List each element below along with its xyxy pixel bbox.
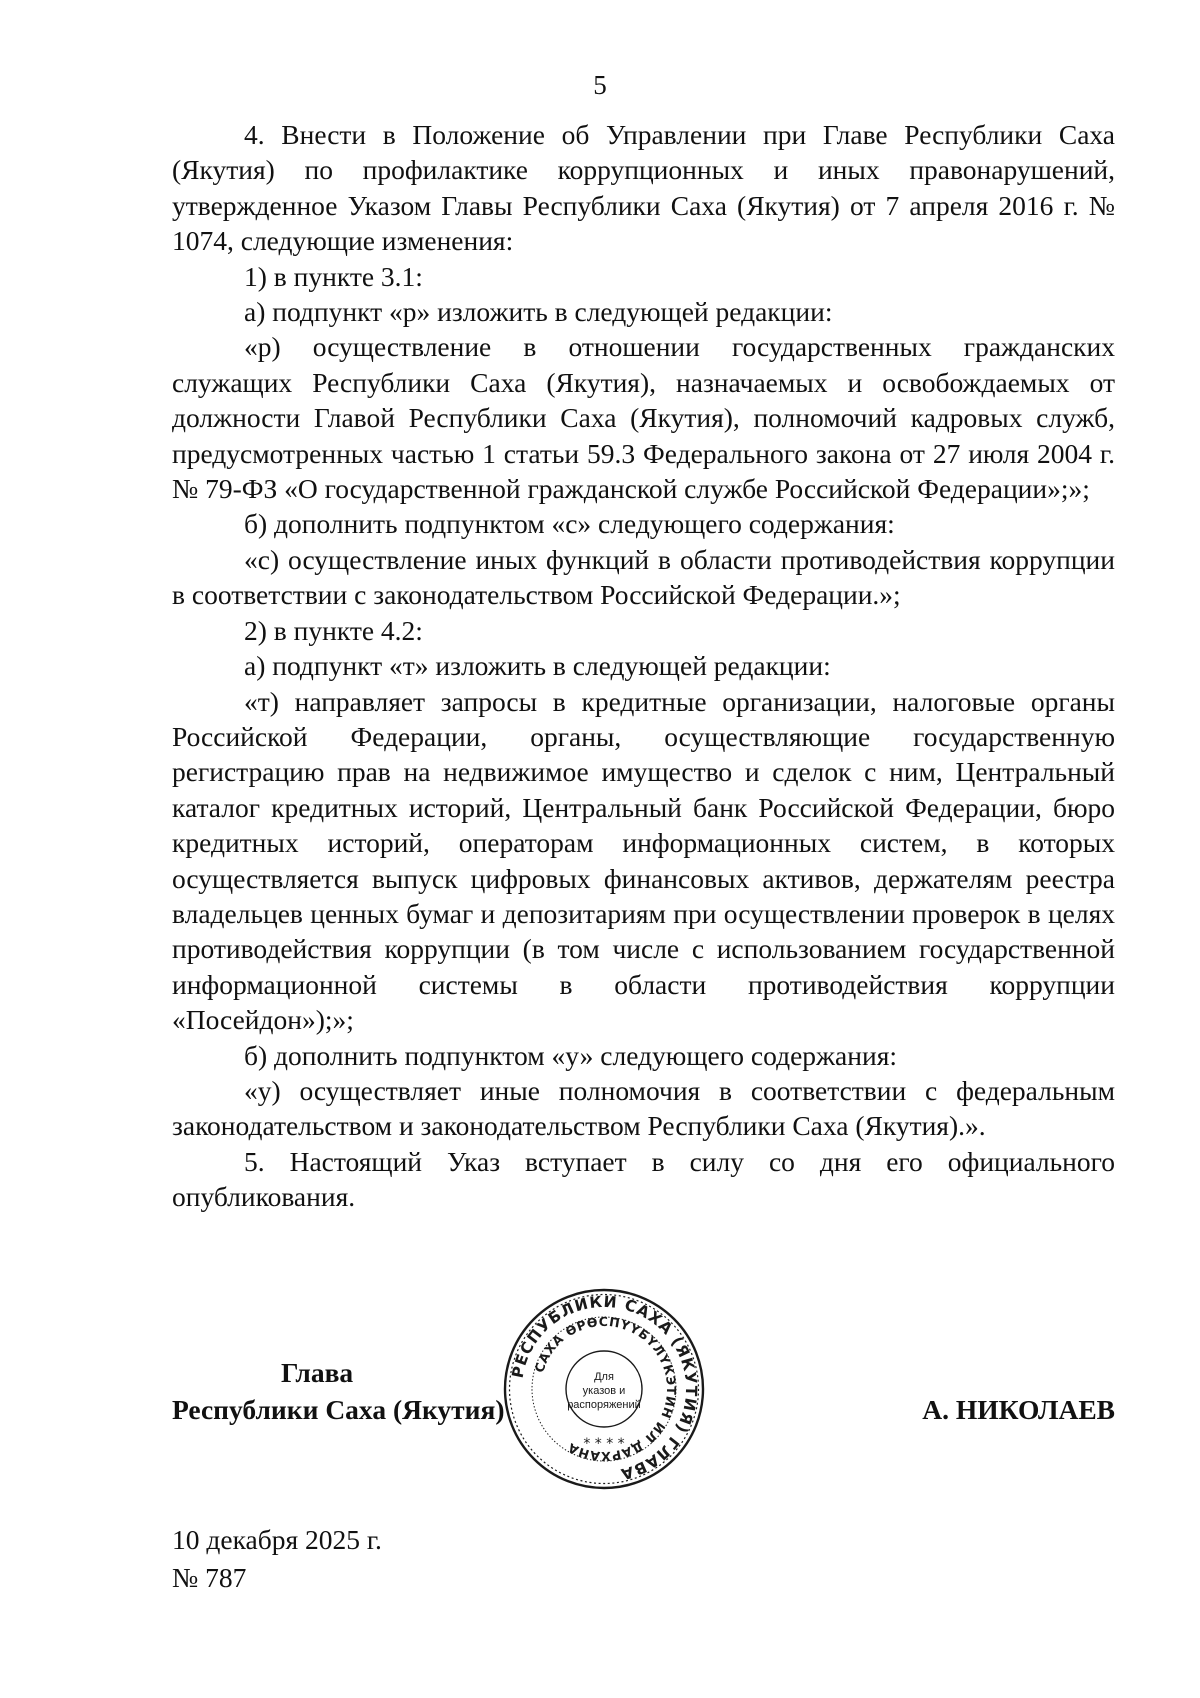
seal-inner-text: САХА ӨРӨСПҮҮБҮЛҮКЭТИН ИЛ ДАРХАНА: [531, 1313, 680, 1465]
page-number: 5: [593, 70, 607, 100]
paragraph-quote-s: «с) осуществление иных функций в области противодействия коррупции в соответствии с законодательством Российской Федерации.»;: [172, 543, 1115, 611]
paragraph-subitem-a2: а) подпункт «т» изложить в следующей редакции:: [244, 650, 831, 682]
seal-center-line-3: распоряжений: [567, 1399, 641, 1411]
paragraph-subitem-1: 1) в пункте 3.1:: [244, 260, 423, 292]
decree-body: [172, 117, 1115, 1215]
paragraph-quote-t: «т) направляет запросы в кредитные организации, налоговые органы Российской Федерации, органы, осуществляющие государственную регистрацию прав на недвижимое имущество и сделок с ним, Центральный каталог кредитных историй, Центральный банк Российской Федерации, бюро кредитных историй, операторам информационных систем, в которых осуществляется выпуск цифровых финансовых активов, держателям реестра владельцев ценных бумаг и депозитариям при осуществлении проверок в целях противодействия коррупции (в том числе с использованием государственной информационной системы в области противодействия коррупции «Посейдон»);»;: [172, 685, 1115, 1036]
paragraph-item-5: 5. Настоящий Указ вступает в силу со дня его официального опубликования.: [172, 1145, 1115, 1213]
paragraph-quote-r: «р) осуществление в отношении государственных гражданских служащих Республики Саха (Якутия), назначаемых и освобождаемых от должности Главой Республики Саха (Якутия), полномочий кадровых служб, предусмотренных частью 1 статьи 59.3 Федерального закона от 27 июля 2004 г. № 79-ФЗ «О государственной гражданской службе Российской Федерации»;»;: [172, 331, 1115, 505]
decree-date: 10 декабря 2025 г.: [172, 1524, 382, 1555]
paragraph-subitem-b2: б) дополнить подпунктом «у» следующего содержания:: [244, 1039, 897, 1071]
seal-outer-text: РЕСПУБЛИКИ САХА (ЯКУТИЯ) ГЛАВА: [508, 1292, 701, 1484]
decree-number: № 787: [172, 1562, 247, 1593]
paragraph-subitem-b: б) дополнить подпунктом «с» следующего содержания:: [244, 508, 895, 540]
signatory-name: А. НИКОЛАЕВ: [922, 1394, 1115, 1425]
official-seal: [503, 1288, 705, 1490]
seal-center-line-1: Для: [594, 1371, 614, 1383]
seal-stars: * * * *: [583, 1436, 625, 1452]
signatory-title-line-1: Глава: [281, 1357, 354, 1388]
paragraph-quote-u: «у) осуществляет иные полномочия в соответствии с федеральным законодательством и законодательством Республики Саха (Якутия).».: [172, 1074, 1115, 1142]
paragraph-item-4: 4. Внести в Положение об Управлении при Главе Республики Саха (Якутия) по профилактике коррупционных и иных правонарушений, утвержденное Указом Главы Республики Саха (Якутия) от 7 апреля 2016 г. № 1074, следующие изменения:: [172, 119, 1115, 257]
paragraph-subitem-a: а) подпункт «р» изложить в следующей редакции:: [244, 296, 833, 328]
seal-center-line-2: указов и: [582, 1385, 626, 1397]
paragraph-subitem-2: 2) в пункте 4.2:: [244, 614, 423, 646]
signatory-title-line-2: Республики Саха (Якутия): [172, 1394, 505, 1425]
